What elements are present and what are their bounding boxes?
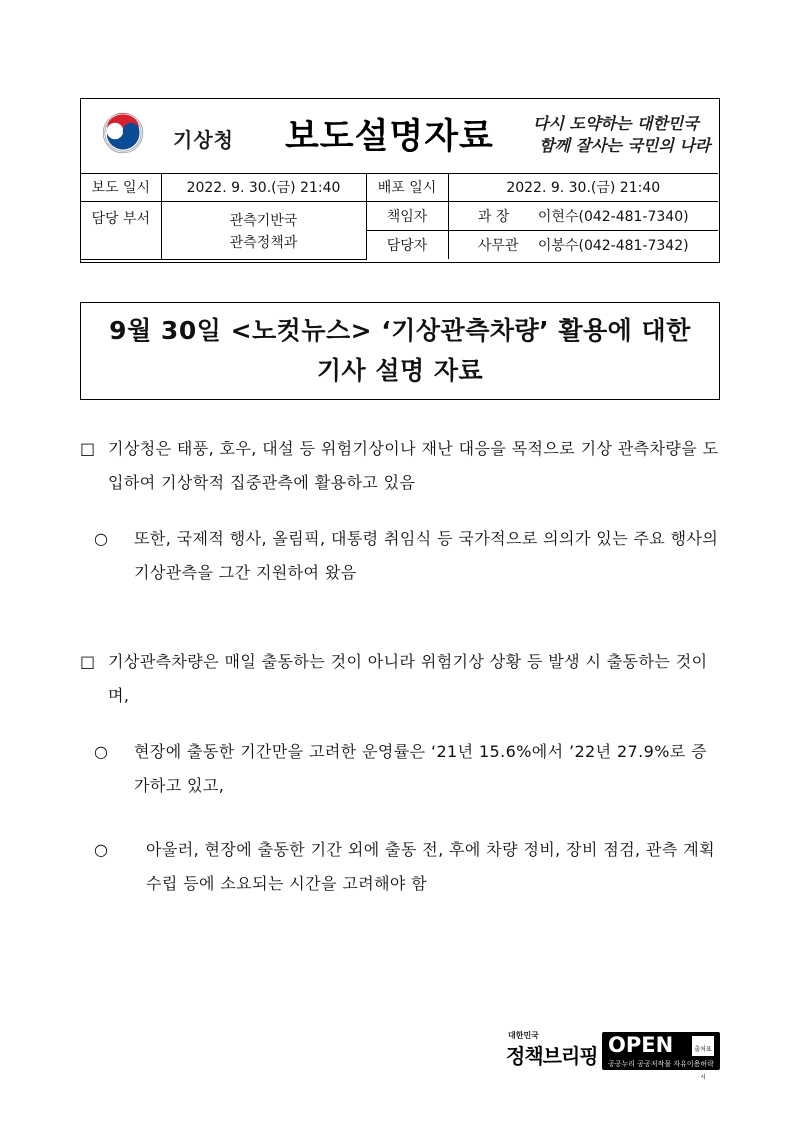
dept-value: [161, 202, 366, 260]
header-box: [80, 98, 720, 263]
policy-briefing-logo: [504, 1030, 596, 1072]
briefing-small-text: 대한민국: [508, 1031, 539, 1040]
title-box: [80, 302, 720, 400]
contact-value: [448, 231, 718, 260]
slogan-line-2: 함께 잘사는 국민의 나라: [539, 136, 711, 155]
bullet-item: [80, 645, 720, 713]
bullet-item: [80, 432, 720, 500]
briefing-big-text: 정책브리핑: [506, 1044, 598, 1068]
sub-bullet-item: [94, 833, 720, 901]
agency-name: 기상청: [173, 128, 234, 152]
dept-line-1: 관측기반국: [229, 213, 298, 229]
sub-bullet-item: [94, 735, 720, 803]
bullet-text: 기상청은 태풍, 호우, 대설 등 위험기상이나 재난 대응을 목적으로 기상 관측차량을 도입하여 기상학적 집중관측에 활용하고 있음: [108, 439, 719, 492]
contact-title: 사무관: [477, 238, 519, 254]
attribution-badge-text: 출처표시: [694, 1046, 712, 1081]
taegeuk-icon: [101, 111, 145, 155]
responsible-title: 과 장: [477, 209, 510, 225]
dept-label: 담당 부서: [81, 202, 161, 260]
doc-type-title: 보도설명자료: [285, 117, 494, 157]
bullet-text: 기상관측차량은 매일 출동하는 것이 아니라 위험기상 상황 등 발생 시 출동하는 것이며,: [108, 652, 708, 705]
title-line-2: 기사 설명 자료: [316, 356, 484, 385]
distribute-time-label: 배포 일시: [366, 173, 448, 202]
title-line-1: 9월 30일 <노컷뉴스> ‘기상관측차량’ 활용에 대한: [109, 316, 691, 345]
body-content: [80, 432, 720, 901]
square-bullet-icon: □: [80, 439, 96, 458]
header-top: [81, 99, 718, 174]
open-subtext: 공공누리 공공저작물 자유이용허락: [608, 1060, 714, 1068]
responsible-name: 이현수(042-481-7340): [537, 209, 689, 225]
report-time-value: 2022. 9. 30.(금) 21:40: [161, 173, 366, 202]
kogl-open-logo: [602, 1032, 720, 1081]
circle-bullet-icon: ○: [94, 529, 109, 548]
bullet-text: 아울러, 현장에 출동한 기간 외에 출동 전, 후에 차량 정비, 장비 점검, 관측 계획 수립 등에 소요되는 시간을 고려해야 함: [146, 840, 715, 893]
footer-logos: [504, 1030, 720, 1081]
contact-name: 이봉수(042-481-7342): [537, 238, 689, 254]
open-word: OPEN: [608, 1033, 674, 1057]
agency-logo: [101, 111, 241, 157]
report-time-label: 보도 일시: [81, 173, 161, 202]
circle-bullet-icon: ○: [94, 840, 109, 859]
slogan: [533, 113, 713, 157]
attribution-badge-icon: [692, 1036, 714, 1081]
responsible-label: 책임자: [366, 202, 448, 231]
responsible-value: [448, 202, 718, 231]
contact-label: 담당자: [366, 231, 448, 260]
bullet-text: 또한, 국제적 행사, 올림픽, 대통령 취임식 등 국가적으로 의의가 있는 주요 행사의 기상관측을 그간 지원하여 왔음: [134, 529, 719, 582]
info-table: [81, 173, 718, 260]
bullet-text: 현장에 출동한 기간만을 고려한 운영률은 ‘21년 15.6%에서 ’22년 27.9%로 증가하고 있고,: [134, 742, 708, 795]
distribute-time-value: 2022. 9. 30.(금) 21:40: [448, 173, 718, 202]
dept-line-2: 관측정책과: [229, 235, 298, 251]
sub-bullet-item: [94, 522, 720, 590]
slogan-line-1: 다시 도약하는 대한민국: [533, 114, 699, 133]
circle-bullet-icon: ○: [94, 742, 109, 761]
square-bullet-icon: □: [80, 652, 96, 671]
